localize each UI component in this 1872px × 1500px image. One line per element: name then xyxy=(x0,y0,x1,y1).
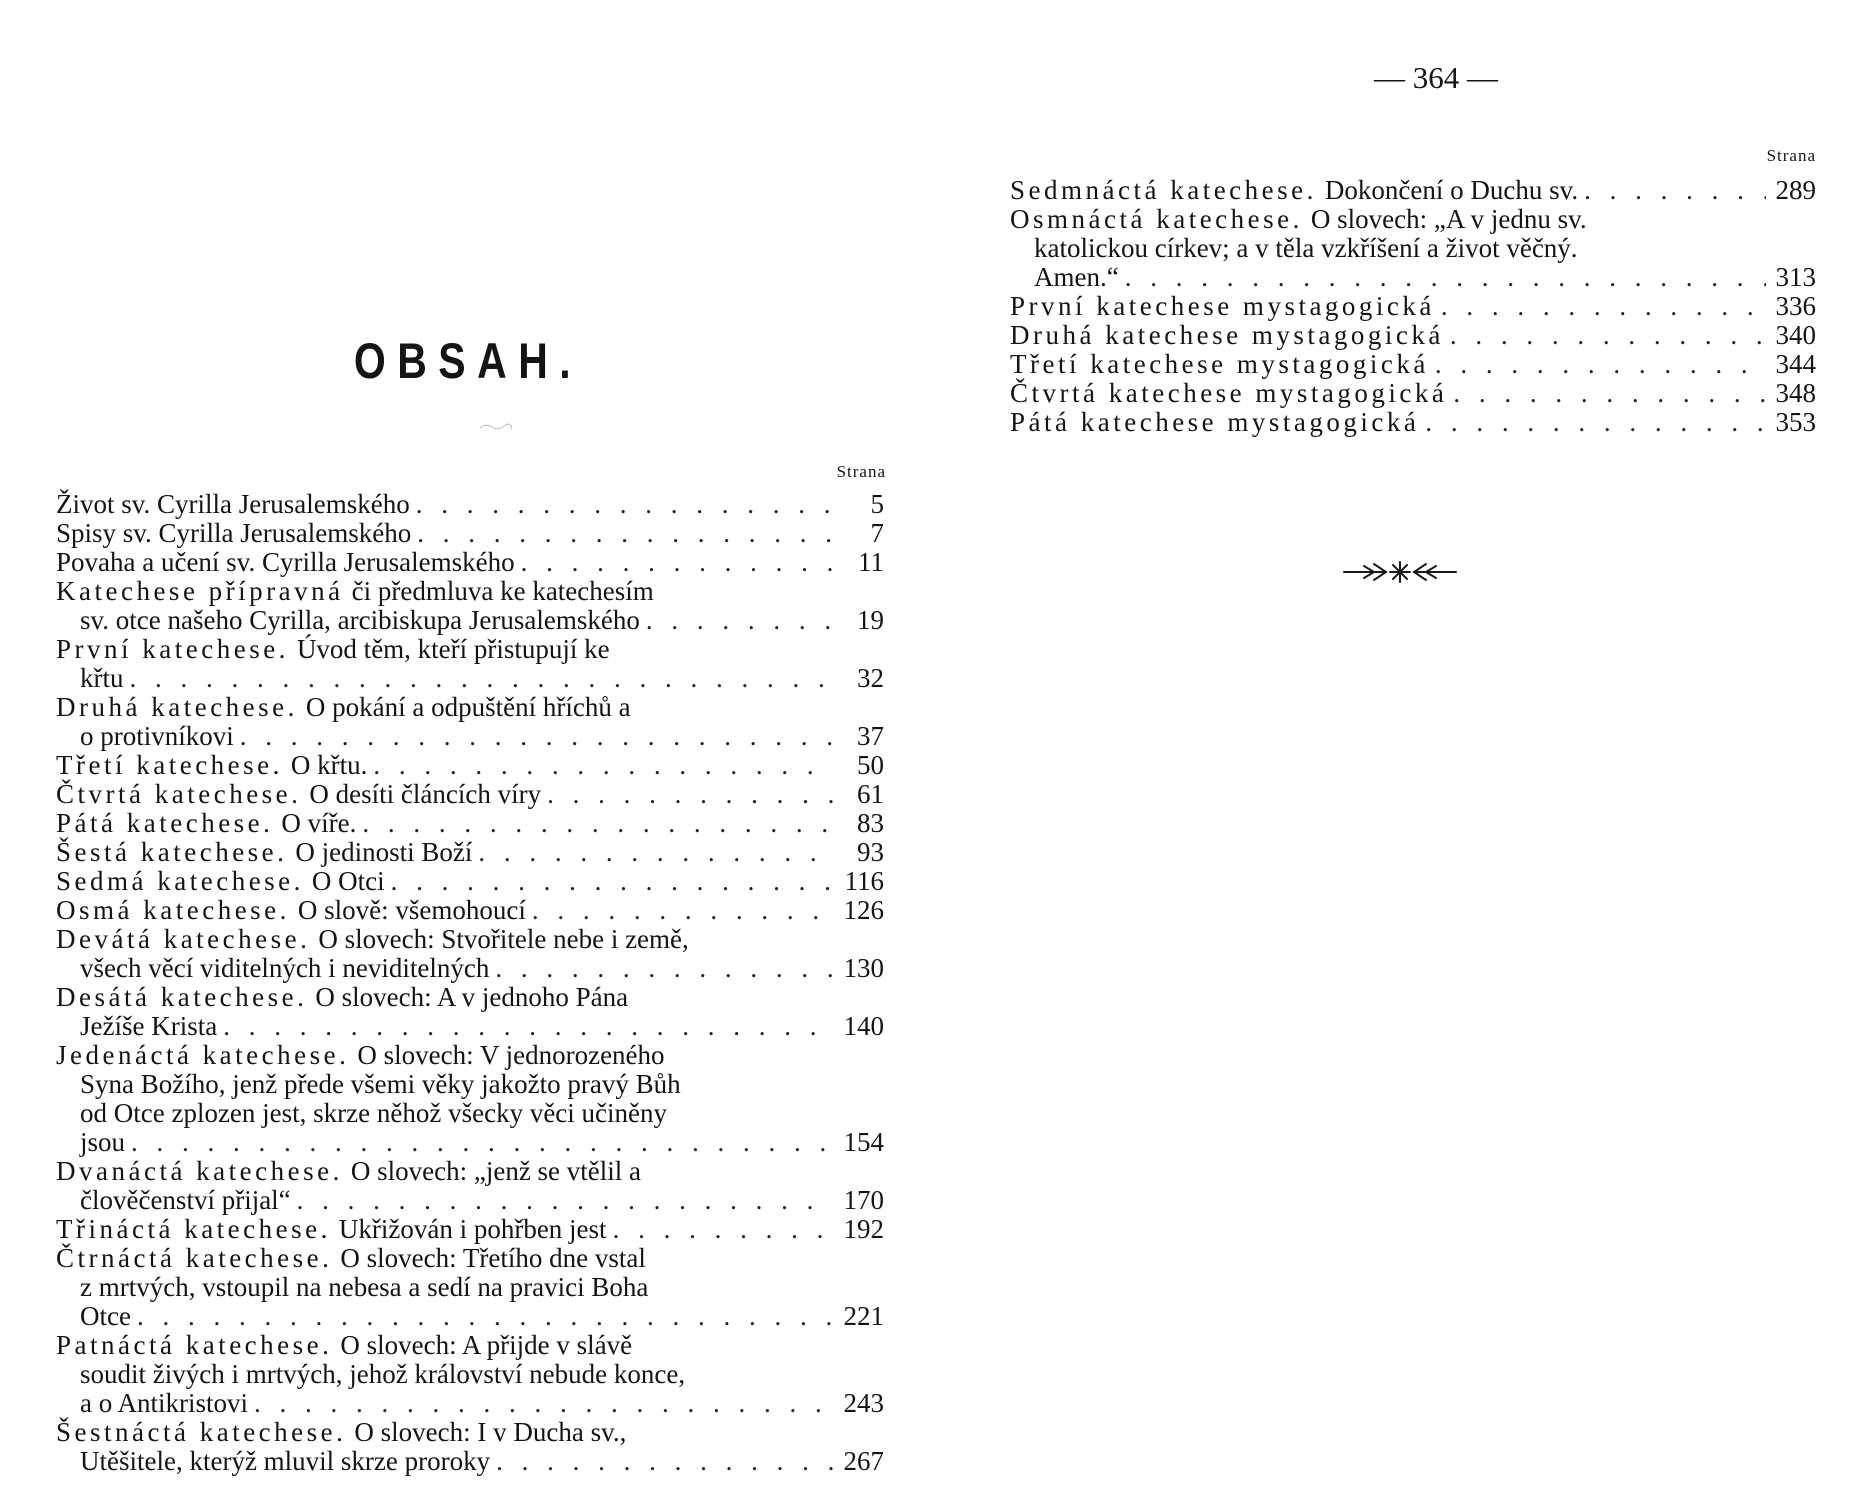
toc-entry-page-number: 5 xyxy=(870,489,884,519)
dot-leader xyxy=(1450,321,1766,350)
toc-entry-text: Ukřižován i pohřben jest xyxy=(338,1214,607,1244)
toc-entry-page-number: 170 xyxy=(843,1185,884,1215)
toc-entry-text: Povaha a učení sv. Cyrilla Jerusalemského xyxy=(56,547,515,577)
toc-entry-first-line xyxy=(1010,321,1816,350)
toc-entry-page-number: 154 xyxy=(843,1127,884,1157)
toc-entry-title: Katechese přípravná xyxy=(56,576,344,606)
toc-entry xyxy=(1010,408,1816,437)
toc-entry-text: o protivníkovi xyxy=(80,721,234,751)
toc-entry-text: všech věcí viditelných i neviditelných xyxy=(80,953,490,983)
dot-leader xyxy=(137,1302,834,1331)
toc-entry-continuation-line xyxy=(56,1447,884,1476)
toc-entry-first-line xyxy=(56,490,884,519)
toc-entry xyxy=(56,1041,884,1157)
toc-entry-page-number: 313 xyxy=(1775,262,1816,292)
toc-entry xyxy=(56,490,884,519)
toc-entry-first-line xyxy=(56,809,884,838)
toc-entry-first-line xyxy=(1010,408,1816,437)
toc-entry-page-number: 289 xyxy=(1775,175,1816,205)
toc-entry xyxy=(56,1418,884,1476)
toc-entry-first-line xyxy=(56,983,884,1012)
toc-entry-text: či předmluva ke katechesím xyxy=(351,576,654,606)
dot-leader xyxy=(297,1186,834,1215)
toc-entry-first-line xyxy=(1010,379,1816,408)
toc-entry-first-line xyxy=(56,896,884,925)
toc-entry-text: křtu xyxy=(80,663,124,693)
toc-entry-continuation-line xyxy=(1010,234,1816,263)
dot-leader xyxy=(495,954,834,983)
dot-leader xyxy=(521,548,834,577)
toc-entry-text: O Otci xyxy=(311,866,385,896)
toc-entry-first-line xyxy=(56,1157,884,1186)
dot-leader xyxy=(547,780,834,809)
toc-entry-first-line xyxy=(56,1244,884,1273)
table-of-contents xyxy=(1010,176,1816,437)
toc-entry-page-number: 61 xyxy=(857,779,884,809)
toc-entry xyxy=(56,1157,884,1215)
toc-entry-text: O slovech: Třetího dne vstal xyxy=(340,1243,646,1273)
fleuron-ornament-icon xyxy=(1340,556,1460,588)
dot-leader xyxy=(223,1012,834,1041)
toc-entry xyxy=(1010,292,1816,321)
toc-entry-page-number: 192 xyxy=(843,1214,884,1244)
toc-entry xyxy=(1010,321,1816,350)
toc-entry-text: Utěšitele, kterýž mluvil skrze proroky xyxy=(80,1446,491,1476)
toc-entry xyxy=(56,867,884,896)
toc-entry xyxy=(56,809,884,838)
toc-entry-title: Dvanáctá katechese. xyxy=(56,1156,343,1186)
toc-entry-text: O slovech: I v Ducha sv., xyxy=(354,1417,627,1447)
toc-entry-text: sv. otce našeho Cyrilla, arcibiskupa Jerusalemského xyxy=(80,605,640,635)
toc-entry-continuation-line xyxy=(56,722,884,751)
toc-entry-title: Čtvrtá katechese. xyxy=(56,779,302,809)
toc-entry-page-number: 344 xyxy=(1775,349,1816,379)
dot-leader xyxy=(131,1128,834,1157)
dot-leader xyxy=(1453,379,1766,408)
dot-leader xyxy=(613,1215,834,1244)
toc-entry-text: od Otce zplozen jest, skrze něhož všecky věci učiněny xyxy=(80,1098,668,1128)
toc-entry-page-number: 93 xyxy=(857,837,884,867)
toc-entry-title: Patnáctá katechese. xyxy=(56,1330,333,1360)
toc-entry-title: Šestá katechese. xyxy=(56,837,288,867)
toc-entry-first-line xyxy=(56,693,884,722)
toc-entry-page-number: 243 xyxy=(843,1388,884,1418)
toc-entry-page-number: 340 xyxy=(1775,320,1816,350)
toc-entry-page-number: 130 xyxy=(843,953,884,983)
toc-entry xyxy=(56,1331,884,1418)
toc-entry-text: O křtu. xyxy=(290,750,368,780)
toc-entry-continuation-line xyxy=(56,1302,884,1331)
dot-leader xyxy=(417,519,834,548)
toc-entry-continuation-line xyxy=(1010,263,1816,292)
toc-entry-first-line xyxy=(56,838,884,867)
toc-entry-title: Třináctá katechese. xyxy=(56,1214,331,1244)
toc-entry-title: Druhá katechese mystagogická xyxy=(1010,320,1444,350)
toc-entry xyxy=(56,693,884,751)
toc-entry-first-line xyxy=(56,751,884,780)
toc-entry-continuation-line xyxy=(56,1070,884,1099)
toc-entry-text: člověčenství přijal“ xyxy=(80,1185,291,1215)
toc-entry xyxy=(56,751,884,780)
toc-entry-title: Sedmnáctá katechese. xyxy=(1010,175,1317,205)
dot-leader xyxy=(1584,176,1766,205)
toc-entry-text: O desíti článcích víry xyxy=(309,779,542,809)
toc-entry-title: První katechese. xyxy=(56,634,289,664)
toc-entry-title: Sedmá katechese. xyxy=(56,866,304,896)
toc-entry-page-number: 336 xyxy=(1775,291,1816,321)
toc-entry-text: Život sv. Cyrilla Jerusalemského xyxy=(56,489,410,519)
toc-entry-title: Osmnáctá katechese. xyxy=(1010,204,1303,234)
toc-entry-first-line xyxy=(56,925,884,954)
toc-entry-title: Desátá katechese. xyxy=(56,982,308,1012)
toc-entry xyxy=(56,548,884,577)
column-header-page: Strana xyxy=(836,462,886,481)
toc-entry-page-number: 126 xyxy=(843,895,884,925)
toc-entry-page-number: 11 xyxy=(858,547,884,577)
toc-entry-text: O pokání a odpuštění hříchů a xyxy=(305,692,631,722)
toc-entry-text: katolickou církev; a v těla vzkříšení a život věčný. xyxy=(1034,233,1578,263)
toc-entry-page-number: 348 xyxy=(1775,378,1816,408)
toc-entry-first-line xyxy=(56,635,884,664)
toc-entry xyxy=(56,1215,884,1244)
toc-entry-page-number: 116 xyxy=(844,866,884,896)
toc-entry-text: O slově: všemohoucí xyxy=(297,895,526,925)
toc-entry-text: O slovech: „A v jednu sv. xyxy=(1310,204,1587,234)
toc-entry-page-number: 353 xyxy=(1775,407,1816,437)
column-header-page: Strana xyxy=(1766,146,1816,165)
toc-entry xyxy=(56,925,884,983)
toc-entry-page-number: 140 xyxy=(843,1011,884,1041)
toc-entry xyxy=(1010,350,1816,379)
toc-entry-text: O slovech: „jenž se vtělil a xyxy=(350,1156,642,1186)
toc-entry xyxy=(56,780,884,809)
toc-entry-page-number: 83 xyxy=(857,808,884,838)
toc-entry-text: Otce xyxy=(80,1301,131,1331)
toc-entry-title: Pátá katechese mystagogická xyxy=(1010,407,1420,437)
toc-entry-continuation-line xyxy=(56,1360,884,1389)
toc-entry-first-line xyxy=(56,519,884,548)
dot-leader xyxy=(416,490,834,519)
toc-entry-text: Úvod těm, kteří přistupují ke xyxy=(296,634,610,664)
toc-entry xyxy=(56,983,884,1041)
toc-entry-continuation-line xyxy=(56,1186,884,1215)
toc-entry-continuation-line xyxy=(56,664,884,693)
toc-entry-page-number: 37 xyxy=(857,721,884,751)
toc-entry xyxy=(56,577,884,635)
toc-entry-continuation-line xyxy=(56,1012,884,1041)
toc-entry-title: Pátá katechese. xyxy=(56,808,274,838)
table-of-contents xyxy=(56,490,884,1476)
toc-entry-text: O slovech: A v jednoho Pána xyxy=(315,982,629,1012)
dot-leader xyxy=(1435,350,1766,379)
toc-entry-page-number: 267 xyxy=(843,1446,884,1476)
toc-entry-page-number: 19 xyxy=(857,605,884,635)
toc-entry-first-line xyxy=(1010,292,1816,321)
toc-entry-title: Třetí katechese. xyxy=(56,750,283,780)
dot-leader xyxy=(391,867,834,896)
toc-entry-first-line xyxy=(56,1418,884,1447)
toc-entry xyxy=(1010,176,1816,205)
toc-entry-page-number: 7 xyxy=(870,518,884,548)
dot-leader xyxy=(496,1447,834,1476)
toc-entry-title: Třetí katechese mystagogická xyxy=(1010,349,1429,379)
toc-entry-text: Ježíše Krista xyxy=(80,1011,218,1041)
toc-entry-text: Amen.“ xyxy=(1034,262,1119,292)
toc-entry xyxy=(56,838,884,867)
toc-entry-continuation-line xyxy=(56,606,884,635)
toc-entry-first-line xyxy=(1010,350,1816,379)
toc-entry-page-number: 32 xyxy=(857,663,884,693)
dot-leader xyxy=(362,809,834,838)
toc-entry-first-line xyxy=(56,780,884,809)
page-number: — 364 — xyxy=(1374,60,1498,95)
toc-entry-title: Čtrnáctá katechese. xyxy=(56,1243,333,1273)
dot-leader xyxy=(373,751,834,780)
toc-entry xyxy=(56,635,884,693)
dot-leader xyxy=(240,722,834,751)
toc-entry-text: Dokončení o Duchu sv. xyxy=(1324,175,1579,205)
dot-leader xyxy=(646,606,834,635)
toc-entry-text: O slovech: Stvořitele nebe i země, xyxy=(318,924,689,954)
toc-entry-first-line xyxy=(56,1041,884,1070)
toc-entry-first-line xyxy=(56,1331,884,1360)
toc-entry xyxy=(56,896,884,925)
toc-entry-first-line xyxy=(1010,176,1816,205)
toc-entry-title: Jedenáctá katechese. xyxy=(56,1040,350,1070)
toc-entry-text: jsou xyxy=(80,1127,126,1157)
toc-entry-page-number: 221 xyxy=(843,1301,884,1331)
dot-leader xyxy=(1425,408,1766,437)
toc-entry-text: O jedinosti Boží xyxy=(295,837,473,867)
toc-entry-text: O slovech: V jednorozeného xyxy=(357,1040,665,1070)
toc-entry-text: Spisy sv. Cyrilla Jerusalemského xyxy=(56,518,412,548)
dot-leader xyxy=(1441,292,1766,321)
toc-entry-text: O slovech: A přijde v slávě xyxy=(340,1330,633,1360)
dot-leader xyxy=(1125,263,1766,292)
dot-leader xyxy=(254,1389,834,1418)
toc-entry-continuation-line xyxy=(56,1099,884,1128)
dot-leader xyxy=(532,896,834,925)
toc-entry-first-line xyxy=(56,867,884,896)
toc-entry-first-line xyxy=(56,548,884,577)
toc-entry xyxy=(1010,379,1816,408)
toc-entry xyxy=(56,519,884,548)
toc-entry-page-number: 50 xyxy=(857,750,884,780)
toc-entry xyxy=(56,1244,884,1331)
toc-entry-continuation-line xyxy=(56,954,884,983)
page-title: OBSAH. xyxy=(353,333,583,389)
right-page xyxy=(936,0,1872,1500)
toc-entry-first-line xyxy=(56,1215,884,1244)
toc-entry xyxy=(1010,205,1816,292)
toc-entry-text: soudit živých i mrtvých, jehož království nebude konce, xyxy=(80,1359,686,1389)
toc-entry-text: a o Antikristovi xyxy=(80,1388,248,1418)
toc-entry-title: Šestnáctá katechese. xyxy=(56,1417,347,1447)
toc-entry-continuation-line xyxy=(56,1273,884,1302)
toc-entry-title: Osmá katechese. xyxy=(56,895,290,925)
toc-entry-text: z mrtvých, vstoupil na nebesa a sedí na pravici Boha xyxy=(80,1272,649,1302)
toc-entry-title: Devátá katechese. xyxy=(56,924,311,954)
toc-entry-continuation-line xyxy=(56,1128,884,1157)
ink-smudge-icon xyxy=(478,420,514,432)
toc-entry-title: Čtvrtá katechese mystagogická xyxy=(1010,378,1448,408)
toc-entry-first-line xyxy=(1010,205,1816,234)
dot-leader xyxy=(130,664,835,693)
toc-entry-text: Syna Božího, jenž přede všemi věky jakožto pravý Bůh xyxy=(80,1069,681,1099)
toc-entry-title: Druhá katechese. xyxy=(56,692,298,722)
toc-entry-title: První katechese mystagogická xyxy=(1010,291,1435,321)
toc-entry-text: O víře. xyxy=(281,808,357,838)
dot-leader xyxy=(478,838,834,867)
toc-entry-continuation-line xyxy=(56,1389,884,1418)
toc-entry-first-line xyxy=(56,577,884,606)
